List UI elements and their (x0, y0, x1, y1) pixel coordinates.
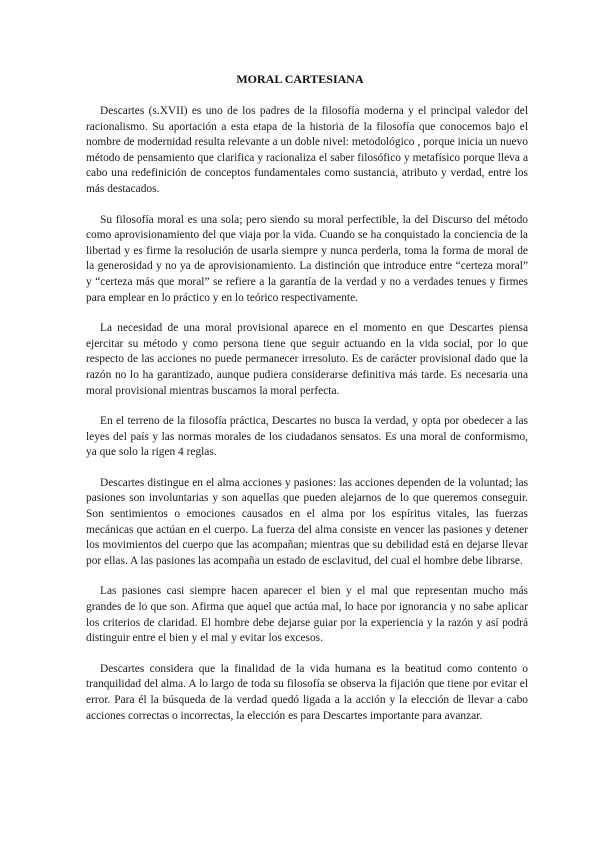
paragraph-4: En el terreno de la filosofía práctica, Descartes no busca la verdad, y opta por obedecer a las leyes del país y las normas morales de los ciudadanos sensatos. Es una moral de conformismo, ya que solo la rigen 4 reglas. (86, 415, 528, 459)
paragraph-1: Descartes (s.XVII) es uno de los padres de la filosofía moderna y el principal valedor del racionalismo. Su aportación a esta etapa de la historia de la filosofía que conocemos bajo el nombre de modernidad resulta relevante a un doble nivel: metodológico , porque inicia un nuevo método de pensamiento que clarifica y racionaliza el saber filosófico y metafísico porque lleva a cabo una redefinición de conceptos fundamentales como sustancia, atributo y verdad, entre los más destacados. (86, 105, 528, 195)
document-body (86, 104, 528, 739)
paragraph-7: Descartes considera que la finalidad de la vida humana es la beatitud como contento o tranquilidad del alma. A lo largo de toda su filosofía se observa la fijación que tiene por evitar el error. Para él la búsqueda de la verdad quedó ligada a la acción y la elección de llevar a cabo acciones correctas o incorrectas, la elección es para Descartes importante para avanzar. (86, 662, 528, 722)
paragraph-3: La necesidad de una moral provisional aparece en el momento en que Descartes piensa ejercitar su método y como persona tiene que seguir actuando en la vida social, por lo que respecto de las acciones no puede permanecer irresoluto. Es de carácter provisional dado que la razón no lo ha garantizado, aunque pudiera considerarse definitiva más tarde. Es necesaria una moral provisional mientras buscamos la moral perfecta. (86, 322, 528, 397)
paragraph-2: Su filosofía moral es una sola; pero siendo su moral perfectible, la del Discurso del método como aprovisionamiento del que viaja por la vida. Cuando se ha conquistado la conciencia de la libertad y es firme la resolución de usarla siempre y nunca perderla, toma la forma de moral de la generosidad y no ya de aprovisionamiento. La distinción que introduce entre “certeza moral” y “certeza más que moral” se refiere a la garantía de la verdad y no a verdades tenues y firmes para emplear en lo práctico y en lo teórico respectivamente. (86, 213, 528, 304)
page-title: MORAL CARTESIANA (236, 72, 364, 86)
paragraph-6: Las pasiones casi siempre hacen aparecer el bien y el mal que representan mucho más grandes de lo que son. Afirma que aquel que actúa mal, lo hace por ignorancia y no sabe aplicar los criterios de claridad. El hombre debe dejarse guiar por la experiencia y la razón y así podrá distinguir entre el bien y el mal y evitar los excesos. (86, 585, 528, 645)
paragraph-5: Descartes distingue en el alma acciones y pasiones: las acciones dependen de la voluntad; las pasiones son involuntarias y son aquellas que pueden alejarnos de lo que queremos conseguir. Son sentimientos o emociones causados en el alma por los espíritus vitales, las fuerzas mecánicas que actúan en el cuerpo. La fuerza del alma consiste en vencer las pasiones y detener los movimientos del cuerpo que las acompañan; mientras que su debilidad está en dejarse llevar por ellas. A las pasiones las acompaña un estado de esclavitud, del cual el hombre debe librarse. (86, 476, 528, 567)
